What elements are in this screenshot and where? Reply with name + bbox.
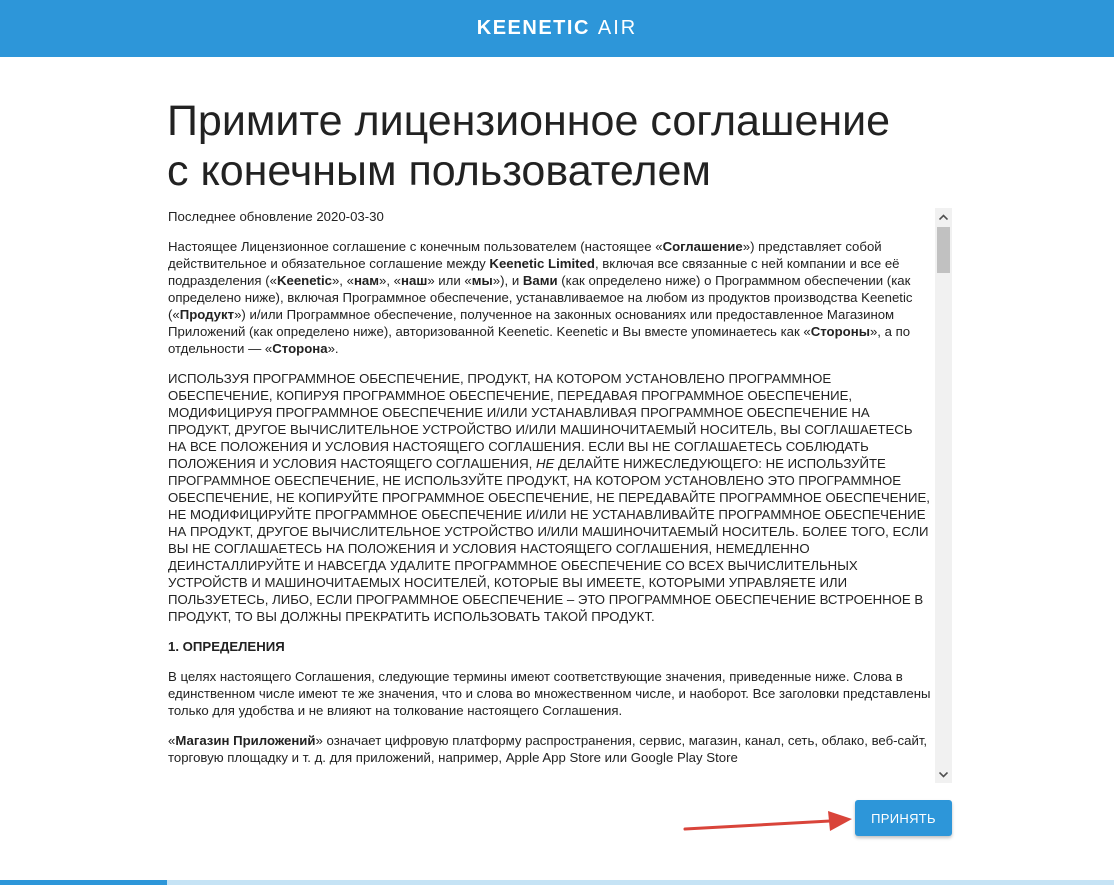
eula-paragraph-caps: ИСПОЛЬЗУЯ ПРОГРАММНОЕ ОБЕСПЕЧЕНИЕ, ПРОДУКТ, НА КОТОРОМ УСТАНОВЛЕНО ПРОГРАММНОЕ ОБЕСПЕЧЕНИЕ, КОПИРУЯ ПРОГРАММНОЕ ОБЕСПЕЧЕНИЕ, ПЕРЕДАВАЯ ПРОГРАММНОЕ ОБЕСПЕЧЕНИЕ, МОДИФИЦИРУЯ ПРОГРАММНОЕ ОБЕСПЕЧЕНИЕ И/ИЛИ УСТАНАВЛИВАЯ ПРОГРАММНОЕ ОБЕСПЕЧЕНИЕ НА ПРОДУКТ, ДРУГОЕ ВЫЧИСЛИТЕЛЬНОЕ УСТРОЙСТВО И/ИЛИ МАШИНОЧИТАЕМЫЙ НОСИТЕЛЬ, ВЫ СОГЛАШАЕТЕСЬ НА ВСЕ ПОЛОЖЕНИЯ И УСЛОВИЯ НАСТОЯЩЕГО СОГЛАШЕНИЯ. ЕСЛИ ВЫ НЕ СОГЛАШАЕТЕСЬ СОБЛЮДАТЬ ПОЛОЖЕНИЯ И УСЛОВИЯ НАСТОЯЩЕГО СОГЛАШЕНИЯ, НЕ ДЕЛАЙТЕ НИЖЕСЛЕДУЮЩЕГО: НЕ ИСПОЛЬЗУЙТЕ ПРОГРАММНОЕ ОБЕСПЕЧЕНИЕ, НЕ ИСПОЛЬЗУЙТЕ ПРОДУКТ, НА КОТОРОМ УСТАНОВЛЕНО ЭТО ПРОГРАММНОЕ ОБЕСПЕЧЕНИЕ, НЕ КОПИРУЙТЕ ПРОГРАММНОЕ ОБЕСПЕЧЕНИЕ, НЕ ПЕРЕДАВАЙТЕ ПРОГРАММНОЕ ОБЕСПЕЧЕНИЕ, НЕ МОДИФИЦИРУЙТЕ ПРОГРАММНОЕ ОБЕСПЕЧЕНИЕ И/ИЛИ НЕ УСТАНАВЛИВАЙТЕ ПРОГРАММНОЕ ОБЕСПЕЧЕНИЕ НА ПРОДУКТ, ДРУГОЕ ВЫЧИСЛИТЕЛЬНОЕ УСТРОЙСТВО И/ИЛИ МАШИНОЧИТАЕМЫЙ НОСИТЕЛЬ. БОЛЕЕ ТОГО, ЕСЛИ ВЫ НЕ СОГЛАШАЕТЕСЬ НА ПОЛОЖЕНИЯ И УСЛОВИЯ НАСТОЯЩЕГО СОГЛАШЕНИЯ, НЕМЕДЛЕННО ДЕИНСТАЛЛИРУЙТЕ И НАВСЕГДА УДАЛИТЕ ПРОГРАММНОЕ ОБЕСПЕЧЕНИЕ СО ВСЕХ ВЫЧИСЛИТЕЛЬНЫХ УСТРОЙСТВ И МАШИНОЧИТАЕМЫХ НОСИТЕЛЕЙ, КОТОРЫЕ ВЫ ИМЕЕТЕ, КОТОРЫМИ УПРАВЛЯЕТЕ ИЛИ ПОЛЬЗУЕТЕСЬ, ЛИБО, ЕСЛИ ПРОГРАММНОЕ ОБЕСПЕЧЕНИЕ – ЭТО ПРОГРАММНОЕ ОБЕСПЕЧЕНИЕ ВСТРОЕННОЕ В ПРОДУКТ, ТО ВЫ ДОЛЖНЫ ПРЕКРАТИТЬ ИСПОЛЬЗОВАТЬ ТАКОЙ ПРОДУКТ. bbox=[168, 371, 930, 624]
eula-last-updated: Последнее обновление 2020-03-30 bbox=[168, 209, 384, 224]
scroll-down-icon[interactable] bbox=[935, 766, 952, 783]
eula-text bbox=[168, 208, 934, 783]
eula-section-heading: 1. ОПРЕДЕЛЕНИЯ bbox=[168, 639, 285, 654]
keenetic-logo bbox=[477, 17, 637, 40]
page-title bbox=[167, 96, 967, 196]
eula-scroll-box[interactable] bbox=[168, 208, 952, 783]
eula-paragraph-intro: Настоящее Лицензионное соглашение с конечным пользователем (настоящее «Соглашение») представляет собой действительное и обязательное соглашение между Keenetic Limited, включая все связанные с ней компании и все её подразделения («Keenetic», «нам», «наш» или «мы»), и Вами (как определено ниже) о Программном обеспечении (как определено ниже), включая Программное обеспечение, устанавливаемое на любом из продуктов производства Keenetic («Продукт») и/или Программное обеспечение, полученное на законных основаниях или предоставленное Магазином Приложений (как определено ниже), авторизованной Keenetic. Keenetic и Вы вместе упоминаетесь как «Стороны», а по отдельности — «Сторона». bbox=[168, 239, 913, 356]
scrollbar-thumb[interactable] bbox=[937, 227, 950, 273]
logo-brand: KEENETIC bbox=[476, 17, 590, 39]
accept-button[interactable]: ПРИНЯТЬ bbox=[855, 800, 952, 836]
setup-progress-fill bbox=[0, 880, 167, 885]
eula-paragraph-definitions: В целях настоящего Соглашения, следующие термины имеют соответствующие значения, приведенные ниже. Слова в единственном числе имеют те же значения, что и слова во множественном числе, и наоборот. Все заголовки представлены только для удобства и не влияют на толкование настоящего Соглашения. bbox=[168, 669, 931, 718]
page-title-line1: Примите лицензионное соглашение bbox=[167, 97, 891, 145]
setup-progress-bar bbox=[0, 880, 1114, 885]
top-header-bar bbox=[0, 0, 1114, 57]
logo-model: AIR bbox=[597, 17, 638, 39]
eula-paragraph-app-store: «Магазин Приложений» означает цифровую платформу распространения, сервис, магазин, канал, сеть, облако, веб-сайт, торговую площадку и т. д. для приложений, например, Apple App Store или Google Play Store bbox=[168, 733, 928, 765]
scroll-up-icon[interactable] bbox=[935, 208, 952, 225]
eula-scrollbar[interactable] bbox=[935, 208, 952, 783]
annotation-arrow-icon bbox=[680, 805, 860, 837]
page-title-line2: с конечным пользователем bbox=[167, 147, 711, 195]
